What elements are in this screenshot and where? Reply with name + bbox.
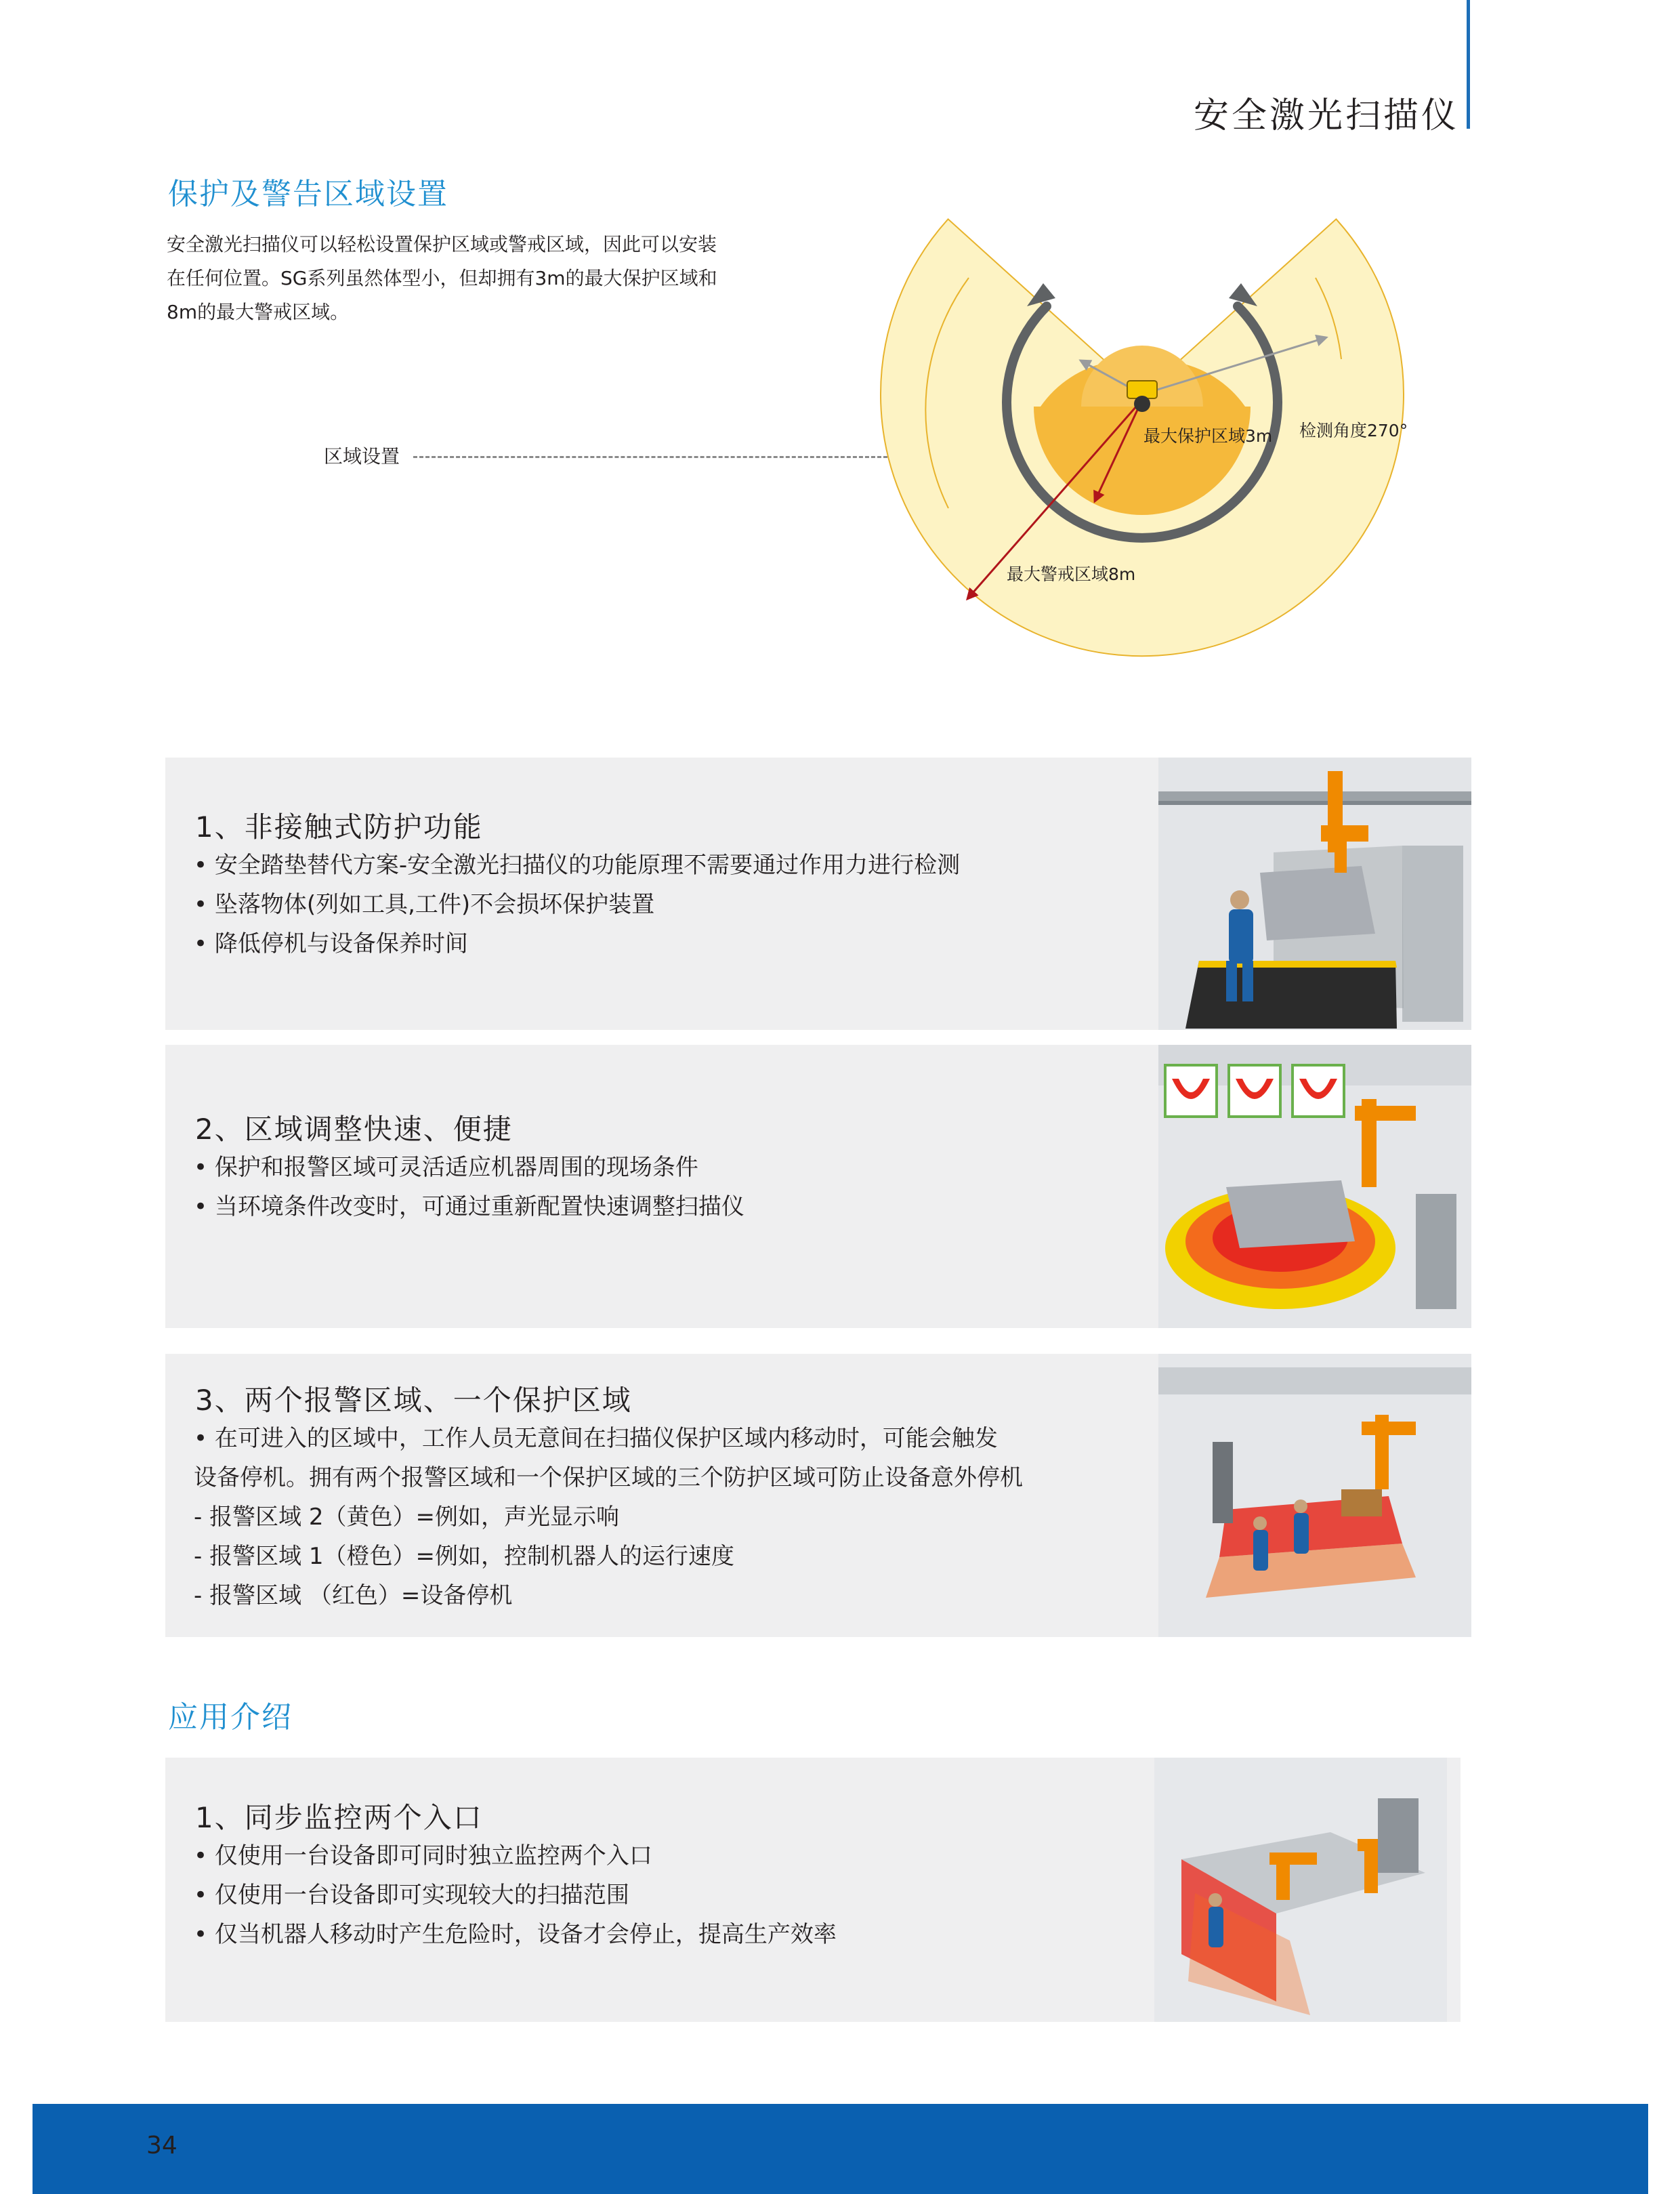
application-bullets bbox=[194, 1836, 837, 1954]
feature-card-non-contact bbox=[165, 758, 1471, 1030]
feature-bullet: • 保护和报警区域可灵活适应机器周围的现场条件 bbox=[194, 1154, 698, 1181]
zone-diagram-graphic bbox=[874, 203, 1429, 691]
header-rule bbox=[1467, 0, 1470, 129]
feature-bullet: 设备停机。拥有两个报警区域和一个保护区域的三个防护区域可防止设备意外停机 bbox=[194, 1464, 1023, 1491]
feature-card-two-warning-zones bbox=[165, 1354, 1471, 1637]
robot-cell-two-entrances-image bbox=[1154, 1758, 1447, 2022]
zone-setting-label: 区域设置 bbox=[324, 445, 400, 468]
intro-line: 在任何位置。SG系列虽然体型小，但却拥有3m的最大保护区域和 bbox=[167, 267, 717, 289]
feature-card-fast-adjust bbox=[165, 1045, 1471, 1328]
factory-robot-zone-config-image bbox=[1158, 1045, 1471, 1328]
max-warning-zone-label: 最大警戒区域8m bbox=[1007, 564, 1136, 584]
zone-setting-leader-line bbox=[413, 456, 887, 458]
application-bullet: • 仅使用一台设备即可同时独立监控两个入口 bbox=[194, 1842, 652, 1869]
application-bullet: • 仅使用一台设备即可实现较大的扫描范围 bbox=[194, 1882, 629, 1909]
intro-line: 安全激光扫描仪可以轻松设置保护区域或警戒区域，因此可以安装 bbox=[167, 233, 717, 255]
page-header-title: 安全激光扫描仪 bbox=[1193, 96, 1459, 136]
intro-paragraph bbox=[167, 228, 817, 329]
feature-bullets bbox=[194, 1148, 744, 1226]
scanner-zone-diagram bbox=[874, 203, 1429, 691]
footer-bar bbox=[33, 2104, 1648, 2194]
feature-bullets bbox=[194, 846, 960, 964]
page-number: 34 bbox=[146, 2132, 177, 2159]
detection-angle-label: 检测角度270° bbox=[1299, 421, 1408, 440]
feature-bullet: • 当环境条件改变时，可通过重新配置快速调整扫描仪 bbox=[194, 1193, 744, 1220]
feature-bullet: - 报警区域 （红色）=设备停机 bbox=[194, 1582, 513, 1609]
feature-title: 3、两个报警区域、一个保护区域 bbox=[195, 1384, 632, 1417]
feature-bullet: • 在可进入的区域中，工作人员无意间在扫描仪保护区域内移动时，可能会触发 bbox=[194, 1425, 998, 1452]
factory-workers-zones-image bbox=[1158, 1354, 1471, 1637]
feature-bullets bbox=[194, 1419, 1023, 1615]
scanner-lens bbox=[1134, 396, 1150, 412]
feature-bullet: • 坠落物体(列如工具,工件)不会损坏保护装置 bbox=[194, 891, 655, 918]
section-heading-zone-setup: 保护及警告区域设置 bbox=[168, 177, 448, 211]
max-protection-zone-label: 最大保护区域3m bbox=[1143, 426, 1273, 446]
application-title: 1、同步监控两个入口 bbox=[195, 1801, 483, 1834]
section-heading-applications: 应用介绍 bbox=[168, 1700, 293, 1735]
feature-title: 1、非接触式防护功能 bbox=[195, 810, 483, 844]
feature-bullet: - 报警区域 1（橙色）=例如，控制机器人的运行速度 bbox=[194, 1543, 735, 1570]
factory-robot-safety-mat-image bbox=[1158, 758, 1471, 1030]
feature-title: 2、区域调整快速、便捷 bbox=[195, 1113, 513, 1146]
application-card-dual-entry bbox=[165, 1758, 1461, 2022]
feature-bullet: • 安全踏垫替代方案-安全激光扫描仪的功能原理不需要通过作用力进行检测 bbox=[194, 852, 961, 879]
feature-bullet: • 降低停机与设备保养时间 bbox=[194, 930, 468, 957]
feature-bullet: - 报警区域 2（黄色）=例如，声光显示响 bbox=[194, 1504, 620, 1531]
intro-line: 8m的最大警戒区域。 bbox=[167, 301, 350, 323]
application-bullet: • 仅当机器人移动时产生危险时，设备才会停止，提高生产效率 bbox=[194, 1921, 837, 1948]
